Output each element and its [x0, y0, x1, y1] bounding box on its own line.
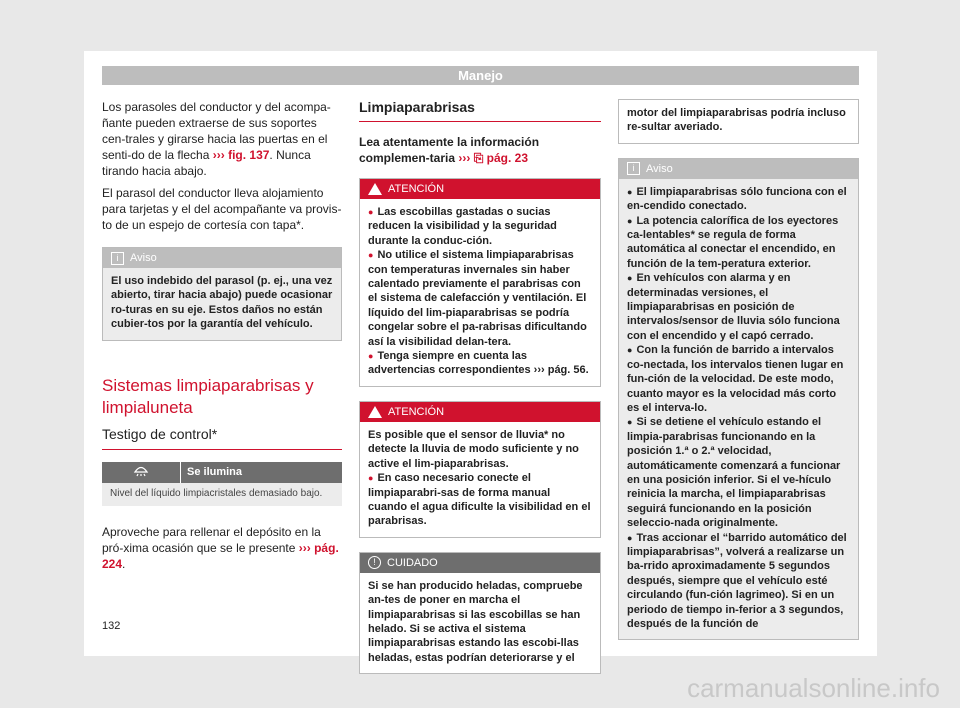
- paragraph: [102, 99, 342, 179]
- text: Aproveche para rellenar el depósito en la pró-xima ocasión que se le presente: [102, 524, 321, 555]
- warning-title: ATENCIÓN: [388, 405, 445, 418]
- warning-header: [360, 179, 600, 199]
- caution-title: CUIDADO: [387, 556, 438, 569]
- caution-icon: !: [368, 556, 381, 569]
- column-1: [102, 99, 342, 578]
- list-item: ● Si se detiene el vehículo estando el limpia-parabrisas funcionando en la posición 1.ª o 2.ª velocidad, automáticamente comenzará a funcionar en una posición inferior. Si el ve-hículo reinicia la marcha, el limpiaparabrisas seguirá funcionando en la posición seleccio-nada originalmente.: [627, 415, 850, 530]
- aviso-header: [619, 159, 858, 179]
- warning-body: [360, 199, 600, 386]
- list-item: ● Con la función de barrido a intervalos co-nectada, los intervalos tienen lugar en fun-ción de la velocidad. De este modo, cuanto mayor es la velocidad más corto es el interva-lo.: [627, 343, 850, 415]
- text: .: [122, 556, 126, 571]
- caution-continued-text: motor del limpiaparabrisas podría incluso re-sultar averiado.: [619, 100, 858, 143]
- warning-box: [359, 401, 601, 538]
- text: . Nunca tirando hacia abajo.: [102, 148, 311, 178]
- book-icon: ⎘: [473, 151, 484, 165]
- aviso-box: [618, 158, 859, 641]
- list-item: ● No utilice el sistema limpiaparabrisas con temperaturas invernales sin haber calentado previamente el parabrisas con el sistema de calefacción y ventilación. El líquido del lim-piaparabrisas se podría congelar sobre el pa-rabrisas dificultando así la visibilidad delan-tera.: [368, 248, 592, 349]
- aviso-title: Aviso: [646, 162, 673, 175]
- page-link[interactable]: pág. 23: [486, 151, 529, 165]
- warning-icon: [368, 406, 382, 418]
- subsection-title: Testigo de control*: [102, 425, 342, 450]
- link-arrows[interactable]: ›››: [458, 151, 474, 165]
- caution-box: [359, 552, 601, 674]
- paragraph: El parasol del conductor lleva alojamiento para tarjetas y el del acompañante va provis-to de un espejo de cortesía con tapa*.: [102, 186, 342, 232]
- warning-text: Es posible que el sensor de lluvia* no detecte la lluvia de modo suficiente y no active el lim-piaparabrisas.: [368, 428, 579, 470]
- aviso-title: Aviso: [130, 252, 157, 264]
- section-title: Limpiaparabrisas: [359, 99, 601, 122]
- table-header: Se ilumina: [181, 462, 343, 483]
- caution-header: [360, 553, 600, 573]
- intro: [359, 134, 601, 166]
- warning-body: [360, 422, 600, 537]
- list-item: ● En caso necesario conecte el limpiaparabri-sas de forma manual cuando el agua dificulte la visibilidad en el parabrisas.: [368, 471, 592, 529]
- info-icon: i: [627, 162, 640, 175]
- page-header: Manejo: [102, 66, 859, 85]
- list-item: ● La potencia calorífica de los eyectores ca-lentables* se regula de forma automática al conectar el encendido, en función de la tem-peratura exterior.: [627, 214, 850, 272]
- aviso-body: [619, 179, 858, 640]
- warning-title: ATENCIÓN: [388, 183, 445, 195]
- table-row: Nivel del líquido limpiacristales demasiado bajo.: [102, 483, 342, 506]
- column-2: [359, 99, 601, 688]
- aviso-header: [103, 248, 341, 268]
- fig-link[interactable]: ››› fig. 137: [212, 148, 270, 162]
- control-light-table: [102, 462, 342, 506]
- text: Lea atentamente la información complemen-taria: [359, 135, 540, 165]
- text: Los parasoles del conductor y del acompa-ñante pueden extraerse de sus soportes cen-trales y girarse hacia las puertas en el senti-do de la flecha: [102, 100, 331, 162]
- page-number: 132: [102, 620, 121, 632]
- list-item: ● Tras accionar el “barrido automático del limpiaparabrisas”, volverá a realizarse un ba-rrido aproximadamente 5 segundos después, siempre que el vehículo esté circulando (fun-ción lagrimeo). Si en un periodo de tiempo in-ferior a 3 segundos, después de la función de: [627, 531, 850, 632]
- watermark: carmanualsonline.info: [687, 673, 940, 703]
- section-title: Sistemas limpiaparabrisas y limpialuneta: [102, 375, 314, 417]
- aviso-text: El uso indebido del parasol (p. ej., una vez abierto, tirar hacia abajo) puede ocasionar ro-turas en su eje. Estos daños no están cubier-tos por la garantía del vehículo.: [103, 268, 341, 340]
- list-item: ● Tenga siempre en cuenta las advertencias correspondientes ››› pág. 56.: [368, 349, 592, 378]
- caution-continued-box: [618, 99, 859, 144]
- paragraph: [102, 524, 342, 572]
- warning-header: [360, 402, 600, 422]
- warning-icon: [368, 183, 382, 195]
- page-link[interactable]: ››› pág. 224: [102, 540, 339, 571]
- info-icon: i: [111, 252, 124, 265]
- section-heading: [102, 375, 342, 450]
- list-item: ● En vehículos con alarma y en determinadas versiones, el limpiaparabrisas en posición de intervalos/sensor de lluvia sólo funciona con el encendido y el capó cerrado.: [627, 271, 850, 343]
- aviso-box: [102, 247, 342, 341]
- list-item: ● El limpiaparabrisas sólo funciona con el en-cendido conectado.: [627, 185, 850, 214]
- washer-fluid-icon: [102, 462, 181, 483]
- column-3: [618, 99, 859, 654]
- caution-text: Si se han producido heladas, compruebe an-tes de poner en marcha el limpiaparabrisas si las escobillas se han helado. Si se activa el sistema limpiaparabrisas estando las escobi-llas heladas, estas podrían deteriorarse y el: [360, 573, 600, 673]
- warning-box: [359, 178, 601, 387]
- list-item: ● Las escobillas gastadas o sucias reducen la visibilidad y la seguridad durante la conduc-ción.: [368, 205, 592, 248]
